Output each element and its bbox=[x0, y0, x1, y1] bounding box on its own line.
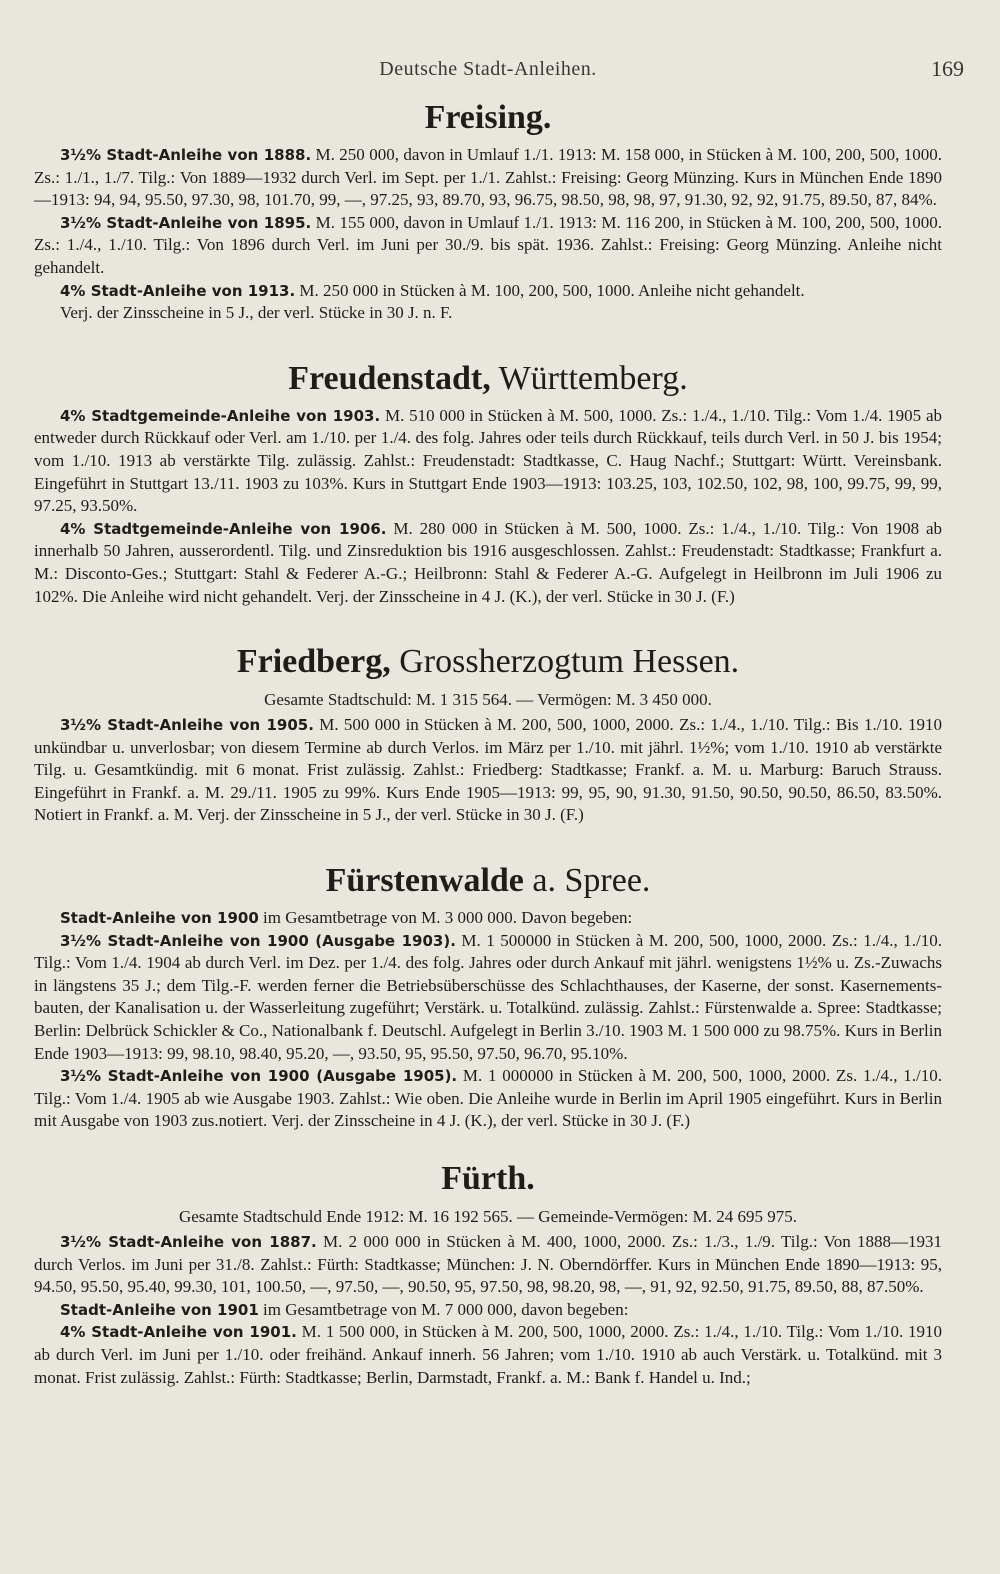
paragraph-lead: 4% Stadt-Anleihe von 1913. bbox=[60, 281, 296, 300]
paragraph-text: M. 1 000000 in Stücken à M. 200, 500, 1000, 2000. Zs. 1./4., 1./10. Tilg.: Vom 1./4. 1905 ab wie Ausgabe 1903. Zahlst.: Wie oben. Die Anleihe wurde in Berlin im April 1905 eingeführt. Kurs in Berlin mit Ausgabe von 1903 zus.notiert. Verj. der Zinsscheine in 4 J. (K.), der verl. Stücke in 30 J. (F.) bbox=[34, 1066, 942, 1131]
paragraph bbox=[34, 144, 942, 212]
section-title-main: Freising. bbox=[424, 99, 552, 136]
paragraph bbox=[34, 280, 942, 303]
section-title-rest: Württemberg. bbox=[490, 359, 688, 397]
paragraph bbox=[34, 1065, 942, 1133]
section-subtitle: Gesamte Stadtschuld: M. 1 315 564. — Vermögen: M. 3 450 000. bbox=[264, 690, 712, 710]
paragraph-text: M. 250 000 in Stücken à M. 100, 200, 500, 1000. Anleihe nicht gehandelt. bbox=[295, 280, 805, 300]
paragraph bbox=[34, 1299, 942, 1322]
paragraph-lead: 4% Stadtgemeinde-Anleihe von 1906. bbox=[60, 519, 387, 538]
paragraph-lead: Stadt-Anleihe von 1900 bbox=[60, 909, 259, 928]
section-title-main: Friedberg, bbox=[236, 643, 391, 681]
paragraph-text: im Gesamtbetrage von M. 3 000 000. Davon begeben: bbox=[258, 908, 633, 928]
section-title-rest: a. Spree. bbox=[523, 862, 651, 900]
paragraph-text: M. 250 000, davon in Umlauf 1./1. 1913: M. 158 000, in Stücken à M. 100, 200, 500, 1000. Zs.: 1./1., 1./7. Tilg.: Von 1889—1932 durch Verl. im Sept. per 1./1. Zahlst.: Freising: Georg Münzing. Kurs in München Ende 1890—1913: 94, 94, 95.50, 97.30, 98, 101.70, 99, —, 97.25, 93, 89.70, 93, 96.75, 98.50, 98, 98, 97, 91.30, 92, 92, 91.75, 89.50, 87, 84%. bbox=[34, 145, 942, 210]
section-title bbox=[34, 1159, 942, 1199]
paragraph-lead: 4% Stadt-Anleihe von 1901. bbox=[60, 1323, 297, 1342]
paragraph-text: M. 500 000 in Stücken à M. 200, 500, 1000, 2000. Zs.: 1./4., 1./10. Tilg.: Bis 1./10. 1910 unkündbar u. unverlosbar; von diesem Termine ab durch Verlos. im März per 1./10. mit jährl. 1½%; vom 1./10. 1910 ab verstärkte Tilg. u. Gesamtkündig. mit 6 monat. Frist zulässig. Zahlst.: Friedberg: Stadtkasse; Frankf. a. M. u. Marburg: Baruch Strauss. Eingeführt in Frankf. a. M. 29./11. 1905 zu 99%. Kurs Ende 1905—1913: 99, 95, 90, 91.30, 91.50, 90.50, 90.50, 86.50, 83.50%. Notiert in Frankf. a. M. Verj. der Zinsscheine in 5 J., der verl. Stücke in 30 J. (F.) bbox=[34, 715, 942, 825]
page-number: 169 bbox=[931, 56, 964, 81]
section-fuerstenwalde bbox=[34, 861, 942, 1133]
section-friedberg bbox=[34, 642, 942, 827]
paragraph-lead: 3½% Stadt-Anleihe von 1900 (Ausgabe 1905). bbox=[60, 1067, 458, 1086]
paragraph bbox=[34, 1321, 942, 1389]
paragraph bbox=[34, 212, 942, 280]
section-freudenstadt bbox=[34, 359, 942, 608]
paragraph-text: Verj. der Zinsscheine in 5 J., der verl. Stücke in 30 J. n. F. bbox=[60, 303, 453, 323]
paragraph bbox=[34, 907, 942, 930]
section-title-main: Freudenstadt, bbox=[288, 359, 491, 397]
paragraph-lead: 3½% Stadt-Anleihe von 1895. bbox=[60, 213, 312, 232]
paragraph-text: M. 1 500 000, in Stücken à M. 200, 500, 1000, 2000. Zs.: 1./4., 1./10. Tilg.: Vom 1./10. 1910 ab durch Verl. im Juni per 1./10. oder freihänd. Ankauf innerh. 56 Jahren; vom 1./10. 1910 ab auch Verstärk. u. Totalkünd. mit 3 monat. Frist zulässig. Zahlst.: Fürth: Stadtkasse; Berlin, Darmstadt, Frankf. a. M.: Bank f. Handel u. Ind.; bbox=[34, 1322, 942, 1387]
paragraph-lead: 3½% Stadt-Anleihe von 1887. bbox=[60, 1233, 317, 1251]
section-title-rest: Grossherzogtum Hessen. bbox=[390, 643, 740, 681]
paragraph-text: im Gesamtbetrage von M. 7 000 000, davon begeben: bbox=[258, 1299, 629, 1319]
paragraph-lead: 4% Stadtgemeinde-Anleihe von 1903. bbox=[60, 406, 381, 425]
paragraph-lead: 3½% Stadt-Anleihe von 1905. bbox=[60, 716, 314, 735]
paragraph-text: M. 1 500000 in Stücken à M. 200, 500, 1000, 2000. Zs.: 1./4., 1./10. Tilg.: Vom 1./4. 1904 ab durch Verl. im Dez. per 1./4. des folg. Jahres oder durch Ankauf mit jährl. wenigstens 1½% u. Zs.-Zuwachs in längstens 35 J.; dem Tilg.-F. werden ferner die Betriebsüberschüsse des Schlachthauses, der Kaserne, der sonst. Kasernements-bauten, der Kanalisation u. der Wasserleitung zugeführt; Verstärk. u. Totalkünd. zulässig. Zahlst.: Fürstenwalde a. Spree: Stadtkasse; Berlin: Delbrück Schickler & Co., Nationalbank f. Deutschl. Aufgelegt in Berlin 3./10. 1903 M. 1 500 000 zu 98.75%. Kurs in Berlin Ende 1903—1913: 99, 98.10, 98.40, 95.20, —, 93.50, 95, 95.50, 97.50, 96.70, 95.10%. bbox=[34, 930, 942, 1063]
section-title bbox=[34, 642, 942, 682]
paragraph-text: M. 280 000 in Stücken à M. 500, 1000. Zs.: 1./4., 1./10. Tilg.: Von 1908 ab innerhalb 50 Jahren, ausserordentl. Tilg. und Zinsreduktion bis 1916 ausgeschlossen. Zahlst.: Freudenstadt: Stadtkasse; Frankfurt a. M.: Disconto-Ges.; Stuttgart: Stahl & Federer A.-G.; Heilbronn: Stahl & Federer A.-G. Aufgelegt in Heilbronn im Juli 1906 zu 102%. Die Anleihe wird nicht gehandelt. Verj. der Zinsscheine in 4 J. (K.), der verl. Stücke in 30 J. (F.) bbox=[34, 518, 942, 606]
paragraph-text: M. 510 000 in Stücken à M. 500, 1000. Zs.: 1./4., 1./10. Tilg.: Vom 1./4. 1905 ab entweder durch Rückkauf oder Verl. am 1./10. per 1./4. des folg. Jahres oder teils durch Rückkauf, teils durch Verl. in 50 J. bis 1954; vom 1./10. 1913 ab verstärkte Tilg. zulässig. Zahlst.: Freudenstadt: Stadtkasse, C. Haug Nachf.; Stuttgart: Württ. Vereinsbank. Eingeführt in Stuttgart 13./11. 1903 zu 103%. Kurs in Stuttgart Ende 1903—1913: 103.25, 103, 102.50, 102, 98, 100, 99.75, 99, 99, 97.25, 93.50%. bbox=[34, 405, 942, 516]
paragraph bbox=[34, 518, 942, 608]
section-freising bbox=[34, 98, 942, 325]
paragraph-text: M. 155 000, davon in Umlauf 1./1. 1913: M. 116 200, in Stücken à M. 100, 200, 500, 1000. Zs.: 1./4., 1./10. Tilg.: Von 1896 durch Verl. im Juni per 30./9. bis spät. 1936. Zahlst.: Freising: Georg Münzing. Anleihe nicht gehandelt. bbox=[34, 212, 942, 277]
section-title bbox=[34, 861, 942, 901]
paragraph bbox=[34, 714, 942, 827]
section-title bbox=[34, 98, 942, 138]
section-fuerth bbox=[34, 1159, 942, 1389]
page-header bbox=[34, 0, 964, 98]
paragraph bbox=[34, 405, 942, 518]
paragraph bbox=[34, 302, 942, 325]
paragraph bbox=[34, 930, 942, 1066]
section-subtitle: Gesamte Stadtschuld Ende 1912: M. 16 192 565. — Gemeinde-Vermögen: M. 24 695 975. bbox=[178, 1207, 798, 1226]
paragraph bbox=[34, 1231, 942, 1299]
section-title-main: Fürstenwalde bbox=[325, 862, 524, 900]
section-title bbox=[34, 359, 942, 399]
paragraph-lead: 3½% Stadt-Anleihe von 1888. bbox=[60, 146, 312, 164]
paragraph-text: M. 2 000 000 in Stücken à M. 400, 1000, 2000. Zs.: 1./3., 1./9. Tilg.: Von 1888—1931 durch Verlos. im Juni per 31./8. Zahlst.: Fürth: Stadtkasse; München: J. N. Oberndörffer. Kurs in München Ende 1890—1913: 95, 94.50, 95.50, 95.40, 99.30, 101, 100.50, —, 97.50, —, 90.50, 95, 97.50, 98, 98.20, 98, —, 91, 92, 92.50, 91.75, 89.50, 88, 87.50%. bbox=[34, 1232, 942, 1297]
running-title: Deutsche Stadt-Anleihen. bbox=[379, 58, 597, 80]
section-title-main: Fürth. bbox=[441, 1160, 535, 1197]
paragraph-lead: Stadt-Anleihe von 1901 bbox=[60, 1300, 259, 1319]
paragraph-lead: 3½% Stadt-Anleihe von 1900 (Ausgabe 1903). bbox=[60, 931, 456, 950]
